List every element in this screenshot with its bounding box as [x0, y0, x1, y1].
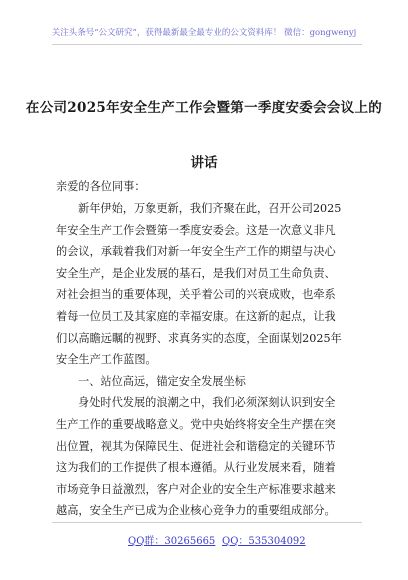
header-banner: 关注头条号“公文研究”，获得最新最全最专业的公文资料库！ 微信：gongwenyj [51, 28, 357, 38]
document-title-line2: 讲话 [190, 155, 218, 171]
paragraph-line: 越高，安全生产已成为企业核心竞争力的重要组成部分。 [56, 504, 336, 518]
paragraph-1 [56, 198, 356, 371]
paragraph-line: 安全生产，是企业发展的基石，是我们对员工生命负责、 [56, 266, 336, 280]
section-1 [56, 371, 356, 393]
paragraph-line: 市场竞争日益激烈，客户对企业的安全生产标准要求越来 [56, 482, 336, 496]
paragraph-line: 们以高瞻远瞩的视野、求真务实的态度，全面谋划2025年 [56, 331, 342, 345]
paragraph-line: 的会议，承载着我们对新一年安全生产工作的期望与决心 [56, 245, 336, 259]
paragraph-line: 生产工作的重要战略意义。党中央始终将安全生产摆在突 [56, 417, 336, 431]
paragraph-line: 出位置，视其为保障民生、促进社会和谐稳定的关键环节 [56, 439, 336, 453]
paragraph-line: 安全生产工作蓝图。 [56, 353, 157, 367]
paragraph-line: 着每一位员工及其家庭的幸福安康。在这新的起点，让我 [56, 309, 336, 323]
footer-qq-group[interactable]: QQ群：30265665 [128, 536, 216, 547]
footer-divider [52, 522, 362, 523]
document-title: 在公司2025年安全生产工作会暨第一季度安委会会议上的 [25, 100, 383, 116]
header-divider [52, 44, 362, 45]
paragraph-line: 新年伊始，万象更新，我们齐聚在此，召开公司2025 [78, 202, 342, 215]
greeting: 亲爱的各位同事： [56, 180, 146, 193]
section-heading: 一、站位高远，锚定安全发展坐标 [78, 374, 246, 388]
paragraph-2 [56, 392, 356, 522]
paragraph-line: 身处时代发展的浪潮之中，我们必须深刻认识到安全 [78, 396, 336, 410]
paragraph-line: 对社会担当的重要体现，关乎着公司的兴衰成败，也牵系 [56, 288, 336, 302]
footer-qq-contact[interactable]: QQ：535304092 [222, 536, 306, 547]
paragraph-line: 这为我们的工作提供了根本遵循。从行业发展来看，随着 [56, 461, 336, 475]
paragraph-line: 年安全生产工作会暨第一季度安委会。这是一次意义非凡 [56, 223, 336, 237]
